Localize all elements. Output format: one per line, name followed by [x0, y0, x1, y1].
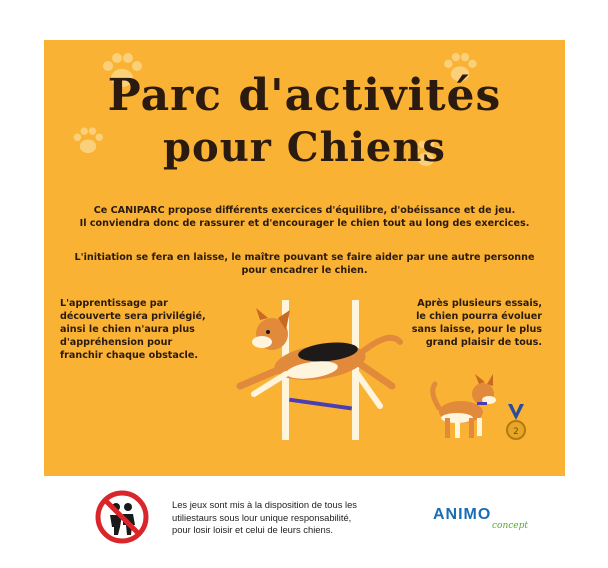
animo-logo-sub: concept: [492, 521, 528, 531]
text-line: Après plusieurs essais,: [417, 298, 542, 309]
text-line: le chien pourra évoluer: [416, 311, 542, 322]
text-line: sans laisse, pour le plus: [411, 324, 542, 335]
text-line: pour encadrer le chien.: [241, 265, 368, 276]
text-line: grand plaisir de tous.: [425, 337, 542, 348]
text-line: découverte sera privilégié,: [60, 311, 206, 322]
dog-jumping: [220, 290, 420, 445]
text-line: Ce CANIPARC propose différents exercices d'équilibre, d'obéissance et de jeu.: [93, 205, 516, 216]
text-line: Il conviendra donc de rassurer et d'encourager le chien tout au long des exercices.: [79, 218, 530, 229]
text-line: utiliestaurs sous lour unique responsabilité,: [172, 511, 352, 523]
no-children-sign: [94, 489, 150, 545]
wave-border: [44, 440, 565, 490]
page-subtitle: pour Chiens: [163, 124, 446, 171]
text-line: franchir chaque obstacle.: [60, 350, 198, 361]
text-line: L'initiation se fera en laisse, le maître pouvant se faire aider par une autre personne: [74, 252, 535, 263]
text-line: d'appréhension pour: [60, 337, 173, 348]
page-title: Parc d'activités: [107, 70, 502, 121]
intro-paragraph-2: [44, 251, 565, 277]
animo-logo: ANIMO: [433, 506, 492, 523]
footer-disclaimer: [172, 499, 412, 537]
text-line: L'apprentissage par: [60, 298, 168, 309]
text-line: pour losir loisir et celui de leurs chiens.: [172, 524, 334, 535]
text-line: Les jeux sont mis à la disposition de tous les: [172, 499, 357, 510]
dog-standing: [425, 372, 503, 442]
left-text-block: [60, 297, 220, 362]
medal-icon: [504, 404, 528, 444]
svg-text:2: 2: [513, 427, 519, 437]
intro-paragraph-1: [44, 204, 565, 230]
text-line: ainsi le chien n'aura plus: [60, 324, 195, 335]
